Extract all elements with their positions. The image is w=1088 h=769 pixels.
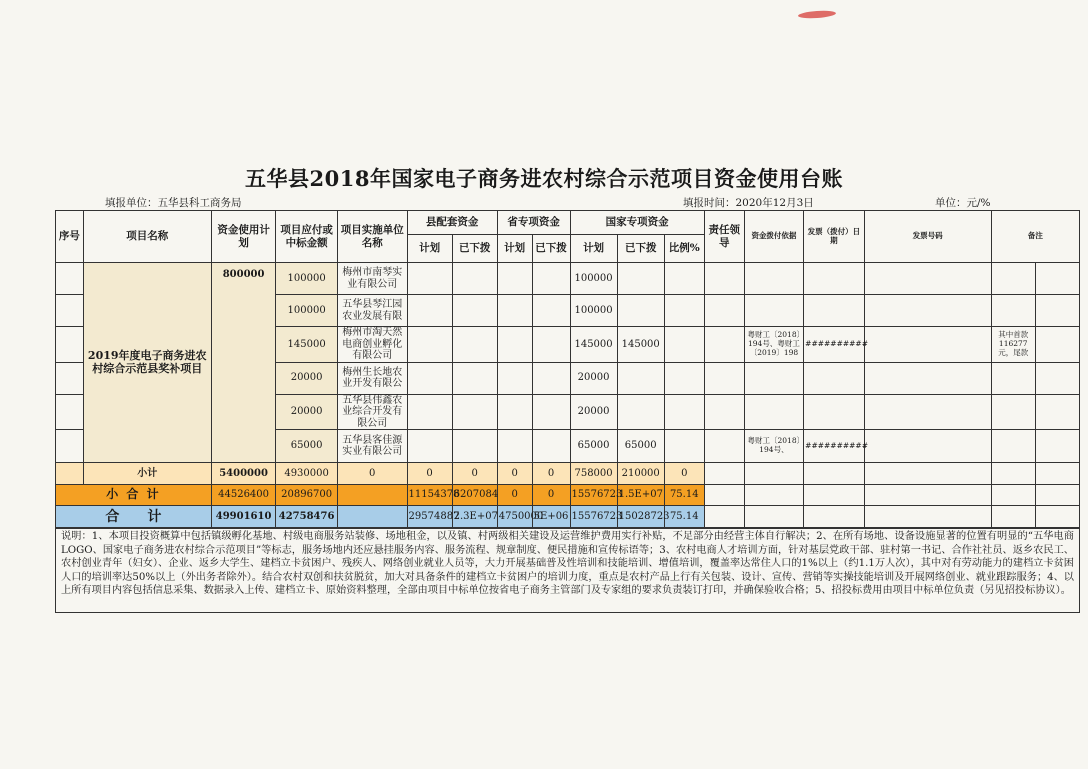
- national-issued-cell: [617, 394, 664, 430]
- basis-cell: [744, 362, 803, 394]
- national-issued-cell: [617, 362, 664, 394]
- subtotal2-national-plan: 15576723: [570, 485, 617, 506]
- subtotal-province-plan: 0: [497, 463, 532, 485]
- seq-cell: [56, 362, 84, 394]
- seq-cell: [56, 295, 84, 327]
- subtotal2-county-plan: 11154378: [407, 485, 452, 506]
- total-ratio: 75.14: [664, 506, 704, 529]
- national-plan-cell: 145000: [570, 327, 617, 363]
- subtotal2-province-issued: 0: [532, 485, 570, 506]
- basis-cell: [744, 263, 803, 295]
- total-contract: 42758476: [276, 506, 338, 529]
- subtotal2-row: [56, 485, 1080, 506]
- filler-unit: 填报单位：五华县科工商务局: [105, 197, 242, 209]
- total-county-issued: 2.3E+07: [452, 506, 497, 529]
- header-name: 项目名称: [83, 211, 211, 263]
- ledger-table: [55, 210, 1080, 529]
- seq-cell: [56, 263, 84, 295]
- invoice-date-cell: ##########: [804, 327, 864, 363]
- header-province-plan: 计划: [497, 235, 532, 263]
- header-row-1: [56, 211, 1080, 235]
- invoice-date-cell: [804, 394, 864, 430]
- header-invoice-no: 发票号码: [864, 211, 991, 263]
- contract-cell: 100000: [276, 295, 338, 327]
- national-plan-cell: 20000: [570, 394, 617, 430]
- national-issued-cell: 145000: [617, 327, 664, 363]
- impl-unit-cell: 梅州市淘天然电商创业孵化有限公司: [337, 327, 407, 363]
- subtotal2-label: 小 合 计: [56, 485, 212, 506]
- red-ink-mark: [798, 10, 836, 20]
- subtotal-county-plan: 0: [407, 463, 452, 485]
- remark-cell: [991, 295, 1035, 327]
- subtotal-row: [56, 463, 1080, 485]
- subtotal-province-issued: 0: [532, 463, 570, 485]
- header-impl-unit: 项目实施单位名称: [337, 211, 407, 263]
- header-national-issued: 已下拨: [617, 235, 664, 263]
- total-national-issued: 15028723: [617, 506, 664, 529]
- notes-section: 说明：1、本项目投资概算中包括镇级孵化基地、村级电商服务站装修、场地租金，以及镇、村两级相关建设及运营维护费用实行补贴，不足部分由经营主体自行解决；2、在所有场地、设备设施显著的位置有明显的“五华电商LOGO、国家电子商务进农村综合示范项目”等标志，服务场地内还应悬挂服务内容、服务流程、规章制度、便民措施和宣传标语等；3、农村电商人才培训方面，针对基层党政干部、驻村第一书记、合作社社员、返乡农民工、农村创业青年（妇女）、企业、返乡大学生、建档立卡贫困户、残疾人、网络创业就业人员等，大力开展基础普及性培训和技能培训、增值培训，覆盖率达常住人口的1%以上（约1.1万人次），其中对有劳动能力的建档立卡贫困人口的培训率达50%以上（外出务者除外）。结合农村双创和扶贫脱贫，加大对具备条件的建档立卡贫困户的培训力度，重点是农村产品上行有关包装、设计、宣传、营销等实操技能培训及开展网络创业、就业跟踪服务；4、以上所有项目内容包括信息采集、数据录入上传、建档立卡、原始资料整理，全部由项目中标单位按省电子商务主管部门及专家组的要求负责装订打印，并确保验收合格；5、招投标费用由项目中标单位负责（另见招投标协议）。: [55, 527, 1080, 613]
- subtotal2-county-issued: 6207084: [452, 485, 497, 506]
- header-national: 国家专项资金: [570, 211, 704, 235]
- header-national-plan: 计划: [570, 235, 617, 263]
- national-plan-cell: 100000: [570, 295, 617, 327]
- remark-cell: [991, 394, 1035, 430]
- total-label: 合 计: [56, 506, 212, 529]
- header-leader: 责任领导: [704, 211, 744, 263]
- header-national-ratio: 比例%: [664, 235, 704, 263]
- invoice-date-cell: [804, 295, 864, 327]
- subtotal2-national-issued: 1.5E+07: [617, 485, 664, 506]
- page-title: 五华县2018年国家电子商务进农村综合示范项目资金使用台账: [245, 166, 843, 191]
- invoice-date-cell: ##########: [804, 430, 864, 463]
- unit-label: 单位：元/%: [935, 197, 991, 209]
- invoice-date-cell: [804, 263, 864, 295]
- total-province-issued: 5E+06: [532, 506, 570, 529]
- basis-cell: [744, 394, 803, 430]
- remark-cell: [991, 263, 1035, 295]
- project-name: 2019年度电子商务进农村综合示范县奖补项目: [83, 263, 211, 463]
- basis-cell: 粤财工〔2018〕194号、粤财工〔2019〕198: [744, 327, 803, 363]
- fill-date: 填报时间：2020年12月3日: [683, 197, 814, 209]
- subtotal2-ratio: 75.14: [664, 485, 704, 506]
- seq-cell: [56, 327, 84, 363]
- subtotal-label: 小计: [83, 463, 211, 485]
- subtotal2-contract: 20896700: [276, 485, 338, 506]
- subtotal2-province-plan: 0: [497, 485, 532, 506]
- national-plan-cell: 65000: [570, 430, 617, 463]
- subtotal-plan: 5400000: [211, 463, 276, 485]
- total-row: [56, 506, 1080, 529]
- total-national-plan: 15576723: [570, 506, 617, 529]
- header-remark: 备注: [991, 211, 1079, 263]
- national-issued-cell: [617, 295, 664, 327]
- table-row: [56, 263, 1080, 295]
- subtotal-ratio: 0: [664, 463, 704, 485]
- contract-cell: 65000: [276, 430, 338, 463]
- seq-cell: [56, 430, 84, 463]
- remark-cell: [991, 362, 1035, 394]
- subtotal2-plan: 44526400: [211, 485, 276, 506]
- header-contract: 项目应付或中标金额: [276, 211, 338, 263]
- header-county-plan: 计划: [407, 235, 452, 263]
- national-plan-cell: 20000: [570, 362, 617, 394]
- impl-unit-cell: 五华县伟鑫农业综合开发有限公司: [337, 394, 407, 430]
- basis-cell: [744, 295, 803, 327]
- header-county-issued: 已下拨: [452, 235, 497, 263]
- national-plan-cell: 100000: [570, 263, 617, 295]
- impl-unit-cell: 五华县客佳源实业有限公司: [337, 430, 407, 463]
- project-plan: 800000: [211, 263, 276, 463]
- header-plan-total: 资金使用计划: [211, 211, 276, 263]
- remark-cell: [991, 430, 1035, 463]
- header-province: 省专项资金: [497, 211, 570, 235]
- impl-unit-cell: 梅州市南琴实业有限公司: [337, 263, 407, 295]
- header-invoice-date: 发票（拨付）日期: [804, 211, 864, 263]
- contract-cell: 20000: [276, 394, 338, 430]
- total-county-plan: 29574887: [407, 506, 452, 529]
- contract-cell: 145000: [276, 327, 338, 363]
- contract-cell: 100000: [276, 263, 338, 295]
- subtotal-national-plan: 758000: [570, 463, 617, 485]
- national-issued-cell: 65000: [617, 430, 664, 463]
- subtotal-national-issued: 210000: [617, 463, 664, 485]
- national-issued-cell: [617, 263, 664, 295]
- basis-cell: 粤财工〔2018〕194号、: [744, 430, 803, 463]
- impl-unit-cell: 梅州生长地农业开发有限公: [337, 362, 407, 394]
- header-county: 县配套资金: [407, 211, 497, 235]
- invoice-date-cell: [804, 362, 864, 394]
- header-seq: 序号: [56, 211, 84, 263]
- header-basis: 资金拨付依据: [744, 211, 803, 263]
- subtotal-impl: 0: [337, 463, 407, 485]
- header-province-issued: 已下拨: [532, 235, 570, 263]
- total-plan: 49901610: [211, 506, 276, 529]
- subtotal-county-issued: 0: [452, 463, 497, 485]
- subtotal-contract: 4930000: [276, 463, 338, 485]
- contract-cell: 20000: [276, 362, 338, 394]
- impl-unit-cell: 五华县琴江园农业发展有限: [337, 295, 407, 327]
- seq-cell: [56, 394, 84, 430]
- remark-cell: 其中首款116277元，尾款: [991, 327, 1035, 363]
- total-province-plan: 4750000: [497, 506, 532, 529]
